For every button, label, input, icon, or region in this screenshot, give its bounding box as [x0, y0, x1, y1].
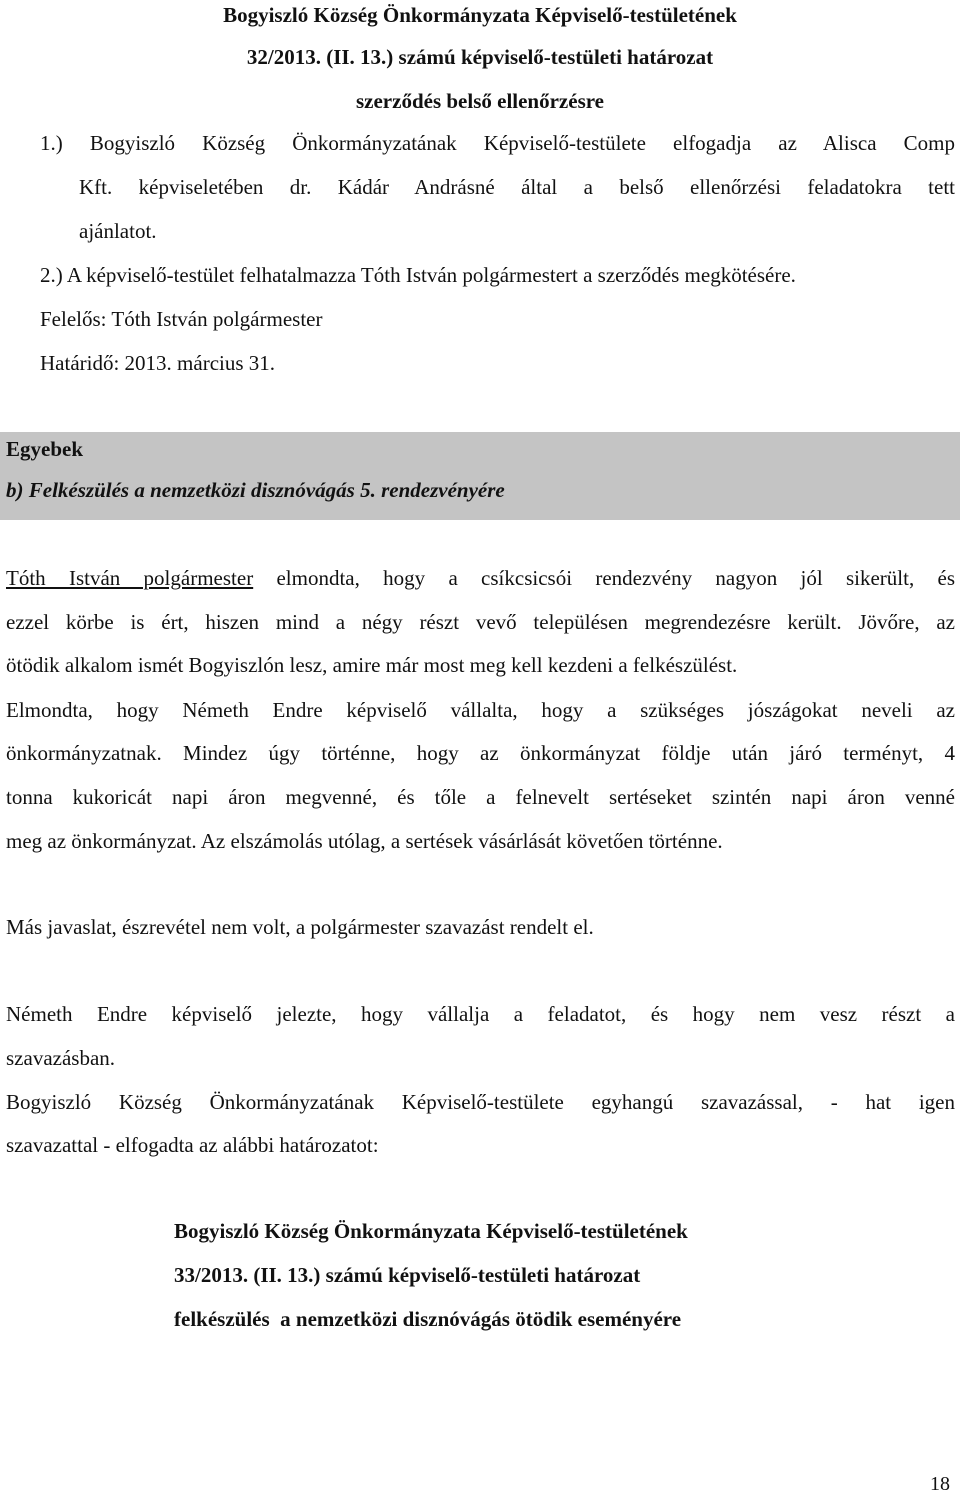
para1-line2: ezzel körbe is ért, hiszen mind a négy részt vevő településen megrendezésre került. Jövőre, az: [6, 610, 955, 634]
resolution1-header-line2: 32/2013. (II. 13.) számú képviselő-testületi határozat: [246, 45, 714, 69]
resolution1-item1-line1: 1.) Bogyiszló Község Önkormányzatának Képviselő-testülete elfogadja az Alisca Comp: [40, 131, 955, 155]
para1-line1-text: elmondta, hogy a csíkcsicsói rendezvény nagyon jól sikerült, és: [253, 566, 955, 590]
para2: Más javaslat, észrevétel nem volt, a polgármester szavazást rendelt el.: [6, 915, 594, 939]
para1-line1: [6, 563, 955, 593]
resolution2-header-line1: Bogyiszló Község Önkormányzata Képviselő-testületének: [174, 1219, 688, 1243]
para3-line2: szavazásban.: [6, 1046, 116, 1070]
resolution1-deadline: Határidő: 2013. március 31.: [40, 351, 276, 375]
resolution1-header-line3: szerződés belső ellenőrzésre: [355, 89, 605, 113]
resolution2-header-line2: 33/2013. (II. 13.) számú képviselő-testületi határozat: [174, 1263, 641, 1287]
resolution2-header-line3: felkészülés a nemzetközi disznóvágás ötödik eseményére: [174, 1307, 682, 1331]
para1-line6: tonna kukoricát napi áron megvenné, és tőle a felnevelt sertéseket szintén napi áron venné: [6, 785, 955, 809]
section-title: Egyebek: [6, 437, 84, 461]
para4-line1: Bogyiszló Község Önkormányzatának Képviselő-testülete egyhangú szavazással, - hat igen: [6, 1090, 955, 1114]
para1-line3: ötödik alkalom ismét Bogyiszlón lesz, amire már most meg kell kezdeni a felkészülést.: [6, 653, 738, 677]
resolution1-item1-line3: ajánlatot.: [79, 219, 157, 243]
resolution1-item2: 2.) A képviselő-testület felhatalmazza Tóth István polgármestert a szerződés megkötésére.: [40, 263, 796, 287]
speaker-name: Tóth István polgármester: [6, 566, 254, 590]
page-number: 18: [930, 1473, 950, 1495]
resolution1-header-line1: Bogyiszló Község Önkormányzata Képviselő-testületének: [223, 3, 737, 27]
para1-line7: meg az önkormányzat. Az elszámolás utólag, a sertések vásárlását követően történne.: [6, 829, 723, 853]
section-heading-bar: [0, 432, 960, 520]
para3-line1: Németh Endre képviselő jelezte, hogy vállalja a feladatot, és hogy nem vesz részt a: [6, 1002, 955, 1026]
para1-line4: Elmondta, hogy Németh Endre képviselő vállalta, hogy a szükséges jószágokat neveli az: [6, 698, 955, 722]
para4-line2: szavazattal - elfogadta az alábbi határozatot:: [6, 1133, 379, 1157]
resolution1-item1-line2: Kft. képviseletében dr. Kádár Andrásné által a belső ellenőrzési feladatokra tett: [79, 175, 955, 199]
section-subtitle: b) Felkészülés a nemzetközi disznóvágás 5. rendezvényére: [6, 478, 505, 502]
resolution1-responsible: Felelős: Tóth István polgármester: [40, 307, 323, 331]
para1-line5: önkormányzatnak. Mindez úgy történne, hogy az önkormányzat földje után járó terményt, 4: [6, 741, 955, 765]
